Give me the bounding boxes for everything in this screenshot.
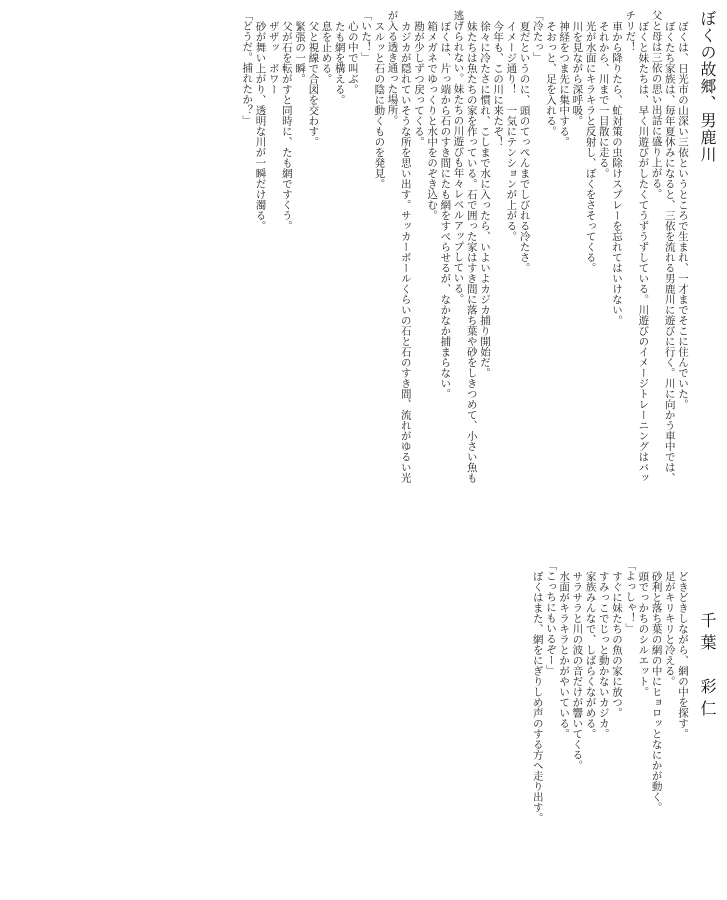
body-line: 川を見ながら深呼吸。 bbox=[571, 20, 584, 126]
body-line: が入る透き通った場所。 bbox=[386, 10, 399, 126]
body-line: 砂が舞い上がり、透明な川が一瞬だけ濁る。 bbox=[254, 20, 267, 231]
document-title: ぼくの故郷、男鹿川 bbox=[698, 10, 717, 163]
body-line: たも網を構える。 bbox=[333, 20, 346, 105]
body-line: どきどきしながら、網の中を探す。 bbox=[677, 570, 689, 739]
body-line: 砂利と落ち葉の網の中にヒョロッとなにかが動く。 bbox=[650, 570, 663, 812]
body-line: そおっと、足を入れる。 bbox=[544, 20, 557, 136]
body-line: 勘が少しずつ戻ってくる。 bbox=[412, 20, 425, 147]
body-line: 箱メガネでゆっくりと水中をのぞき込む。 bbox=[426, 20, 439, 220]
body-line: 水面がキラキラとかがやいている。 bbox=[558, 570, 571, 739]
body-line: 「よっしゃ！」 bbox=[624, 560, 637, 634]
body-line: 逃げられない。妹たちの川遊びも年々レベルアップしている。 bbox=[452, 10, 465, 304]
body-line: 父と母は三依の思い出話に盛り上がる。 bbox=[650, 10, 663, 199]
body-line: 今年も、この川に来たぞ！ bbox=[492, 20, 505, 147]
body-line: それから、川まで一目散に走る。 bbox=[597, 20, 610, 178]
body-line: ぼくと妹たちは、早く川遊びがしたくてうずうずしている。川遊びのイメージトレーニングはバッ bbox=[637, 20, 650, 483]
body-line: 父が石を転がすと同時に、たも網ですくう。 bbox=[280, 20, 293, 231]
body-text-lower bbox=[389, 560, 689, 900]
body-line: 心の中で叫ぶ。 bbox=[346, 20, 359, 94]
body-line: ぼくはまた、網をにぎりしめ声のする方へ走り出す。 bbox=[531, 570, 544, 823]
body-line: 車から降りたら、虻対策の虫除けスプレーを忘れてはいけない。 bbox=[610, 20, 623, 325]
body-line: 「いた！」 bbox=[360, 10, 373, 63]
body-line: 妹たちは魚たちの家を作っている。石で囲った家はすき間に落ち葉や砂をしきつめて、小さい魚も bbox=[465, 20, 478, 483]
body-line: 「冷たっ」 bbox=[531, 10, 544, 63]
body-line: 頭でっかちのシルエット。 bbox=[637, 570, 650, 697]
body-line: イメージ通り！ 一気にテンションが上がる。 bbox=[505, 20, 518, 241]
body-line: 光が水面にキラキラと反射し、ぼくをさそってくる。 bbox=[584, 20, 597, 273]
body-line: 「こっちにもいるぞー」 bbox=[544, 560, 557, 676]
body-line: 緊張の一瞬。 bbox=[294, 20, 307, 84]
body-line: 「どうだ。捕れたか？」 bbox=[241, 10, 254, 126]
body-line: すみっこでじっと動かないカジカ。 bbox=[597, 570, 610, 739]
body-line: スルッと石の陰に動くものを発見。 bbox=[373, 20, 386, 189]
body-line: チリだ！ bbox=[624, 10, 637, 52]
body-line: 徐々に冷たさに慣れ、こしまで水に入ったら、いよいよカジカ捕り開始だ。 bbox=[478, 20, 491, 378]
body-line: 家族みんなで、しばらくながめる。 bbox=[584, 570, 597, 739]
body-line: ぼくたち家族は、毎年夏休みになると、三依を流れる男鹿川に遊びに行く。川に向かう車中では、 bbox=[663, 20, 676, 483]
author-name: 千葉 彩仁 bbox=[698, 612, 717, 722]
body-text-upper bbox=[0, 10, 689, 540]
body-line: ぼくは、日光市の山深い三依というところで生まれ、一才までそこに住んでいた。 bbox=[677, 20, 689, 409]
body-line: ザザッ ボワー bbox=[267, 20, 280, 94]
body-line: 神経をつま先に集中する。 bbox=[558, 20, 571, 147]
body-line: 夏だというのに、頭のてっぺんまでしびれる冷たさ。 bbox=[518, 20, 531, 273]
body-line: カジカが隠れていそうな所を思い出す。サッカーボールくらいの石と石のすき間、流れがゆるい光 bbox=[399, 20, 412, 483]
body-line: ぼくは、片っ端から石のすき間にたも網をすべらせるが、なかなか捕まらない。 bbox=[439, 20, 452, 399]
body-line: すぐに妹たちの魚の家に放つ。 bbox=[610, 570, 623, 718]
body-line: サラサラと川の波の音だけが響いてくる。 bbox=[571, 570, 584, 770]
body-line: 息を止める。 bbox=[320, 20, 333, 84]
body-line: 父と視線で合図を交わす。 bbox=[307, 20, 320, 147]
body-line: 足がキリキリと冷える。 bbox=[663, 570, 676, 686]
